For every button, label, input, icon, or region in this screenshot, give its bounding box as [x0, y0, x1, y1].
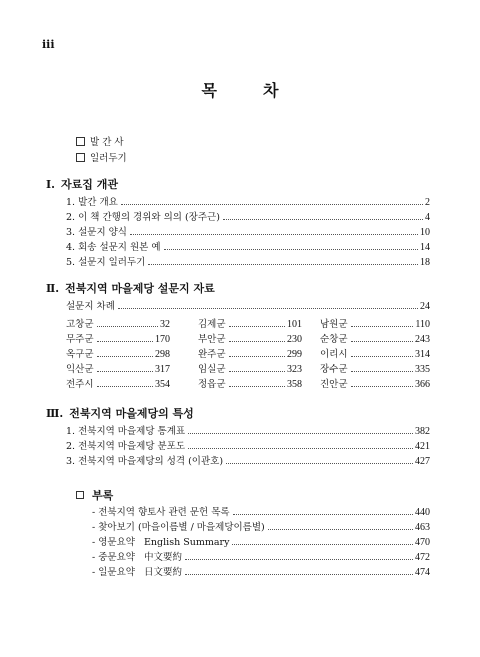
county-entry[interactable]: 임실군 323: [198, 364, 302, 375]
toc-entry[interactable]: 3. 전북지역 마을제당의 성격 (이관호) 427: [66, 456, 430, 467]
preface-item-foreword[interactable]: [76, 134, 124, 148]
toc-entry[interactable]: 2. 이 책 간행의 경위와 의의 (장주근) 4: [66, 212, 430, 223]
section-2-heading: Ⅱ. 전북지역 마을제당 설문지 자료: [46, 282, 215, 295]
county-entry[interactable]: 익산군 317: [66, 364, 170, 375]
toc-entry[interactable]: 1. 전북지역 마을제당 통계표 382: [66, 426, 430, 437]
county-entry[interactable]: 완주군 299: [198, 349, 302, 360]
page-title: 목차: [201, 81, 325, 100]
toc-entry[interactable]: - 찾아보기 (마을이름별 / 마을제당이름별) 463: [92, 522, 430, 533]
county-entry[interactable]: 순창군 243: [320, 334, 430, 345]
appendix-heading: 부록: [76, 487, 113, 503]
toc-entry[interactable]: 3. 설문지 양식 10: [66, 227, 430, 238]
square-icon: [76, 491, 84, 499]
section-3-heading: Ⅲ. 전북지역 마을제당의 특성: [46, 407, 194, 420]
toc-entry[interactable]: - 중문요약 中文要約 472: [92, 552, 430, 563]
toc-entry[interactable]: - 일문요약 日文要約 474: [92, 567, 430, 578]
county-entry[interactable]: 고창군 32: [66, 319, 170, 330]
preface-item-notes[interactable]: [76, 150, 127, 164]
county-entry[interactable]: 김제군 101: [198, 319, 302, 330]
toc-entry[interactable]: 4. 회송 설문지 원본 예 14: [66, 242, 430, 253]
toc-entry[interactable]: 1. 발간 개요 2: [66, 197, 430, 208]
county-entry[interactable]: 전주시 354: [66, 379, 170, 390]
preface-label: 일러두기: [90, 153, 127, 164]
county-entry[interactable]: 부안군 230: [198, 334, 302, 345]
county-entry[interactable]: 장수군 335: [320, 364, 430, 375]
checkbox-icon: [76, 153, 85, 162]
county-entry[interactable]: 무주군 170: [66, 334, 170, 345]
toc-entry[interactable]: - 전북지역 향토사 관련 문헌 목록 440: [92, 507, 430, 518]
county-entry[interactable]: 옥구군 298: [66, 349, 170, 360]
preface-label: 발 간 사: [90, 137, 124, 148]
toc-entry[interactable]: 설문지 차례 24: [66, 301, 430, 312]
page-number: iii: [42, 38, 55, 51]
county-entry[interactable]: 남원군 110: [320, 319, 430, 330]
toc-entry[interactable]: - 영문요약 English Summary 470: [92, 537, 430, 548]
county-entry[interactable]: 진안군 366: [320, 379, 430, 390]
county-entry[interactable]: 이리시 314: [320, 349, 430, 360]
county-entry[interactable]: 정읍군 358: [198, 379, 302, 390]
section-1-heading: Ⅰ. 자료집 개관: [46, 178, 118, 191]
toc-entry[interactable]: 5. 설문지 일러두기 18: [66, 257, 430, 268]
toc-entry[interactable]: 2. 전북지역 마을제당 분포도 421: [66, 441, 430, 452]
checkbox-icon: [76, 137, 85, 146]
